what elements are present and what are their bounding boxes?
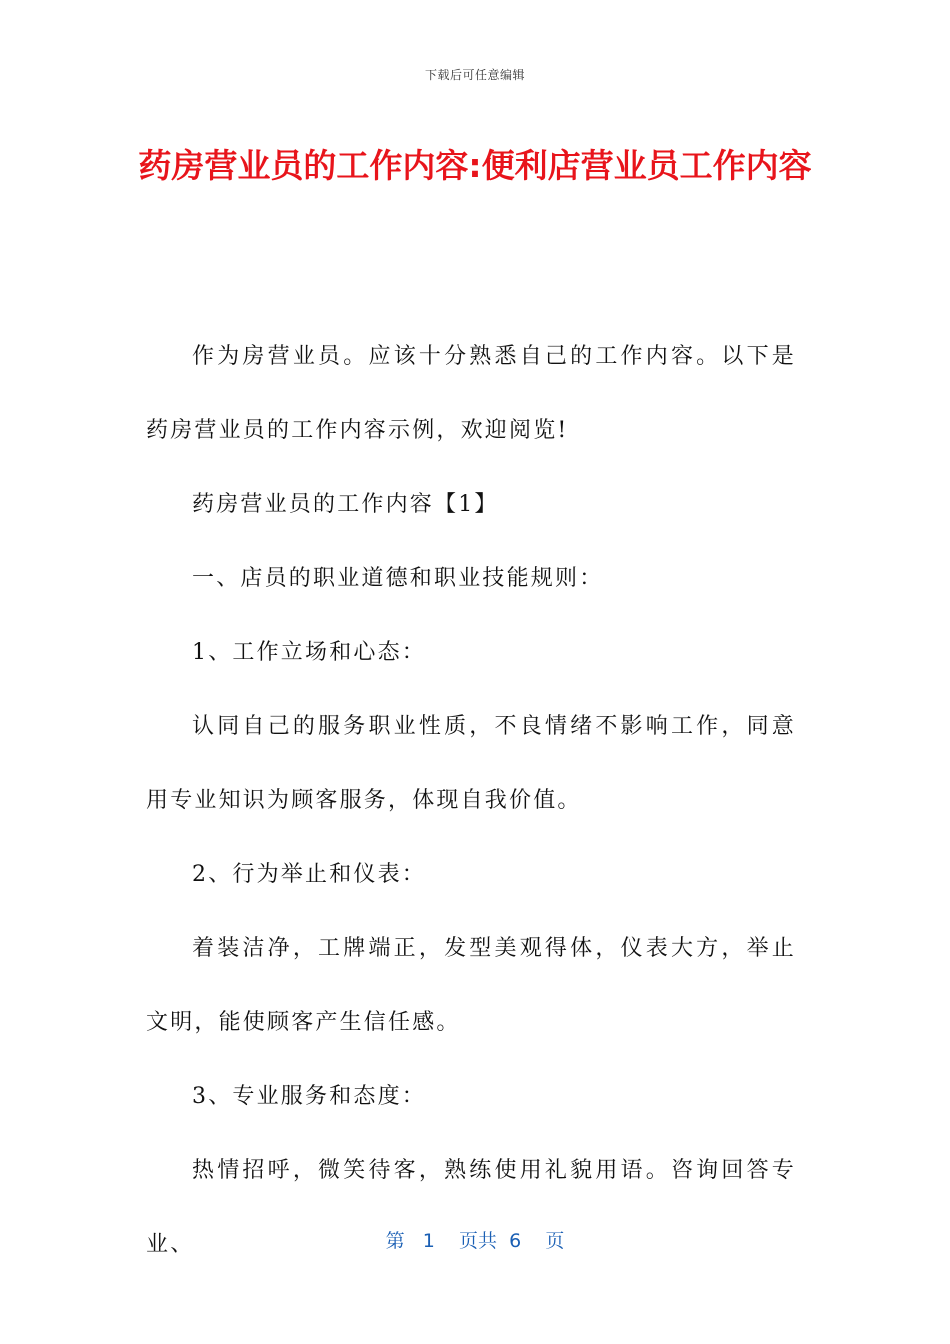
page-footer	[0, 1226, 950, 1253]
section-heading: 药房营业员的工作内容【1】	[192, 492, 499, 517]
paragraph: 热情招呼，微笑待客，熟练使用礼貌用语。咨询回答专业、	[146, 1158, 796, 1257]
list-item-heading: 2、行为举止和仪表：	[192, 862, 426, 887]
total-page-count: 6	[509, 1230, 522, 1252]
document-title: 药房营业员的工作内容:便利店营业员工作内容	[138, 146, 812, 185]
header-note: 下载后可任意编辑	[424, 68, 525, 82]
paragraph: 认同自己的服务职业性质，不良情绪不影响工作，同意用专业知识为顾客服务，体现自我价值。	[146, 714, 796, 813]
page-label-prefix: 第	[385, 1230, 405, 1252]
subsection-heading: 一、店员的职业道德和职业技能规则：	[192, 566, 604, 591]
document-body	[146, 320, 796, 1282]
page-label-suffix: 页	[545, 1230, 565, 1252]
current-page-number: 1	[422, 1230, 435, 1252]
paragraph-intro: 作为房营业员。应该十分熟悉自己的工作内容。以下是药房营业员的工作内容示例，欢迎阅览!	[146, 344, 796, 443]
list-item-heading: 1、工作立场和心态：	[192, 640, 426, 665]
list-item-heading: 3、专业服务和态度：	[192, 1084, 426, 1109]
page-label-middle: 页共	[459, 1230, 498, 1252]
paragraph: 着装洁净，工牌端正，发型美观得体，仪表大方，举止文明，能使顾客产生信任感。	[146, 936, 796, 1035]
